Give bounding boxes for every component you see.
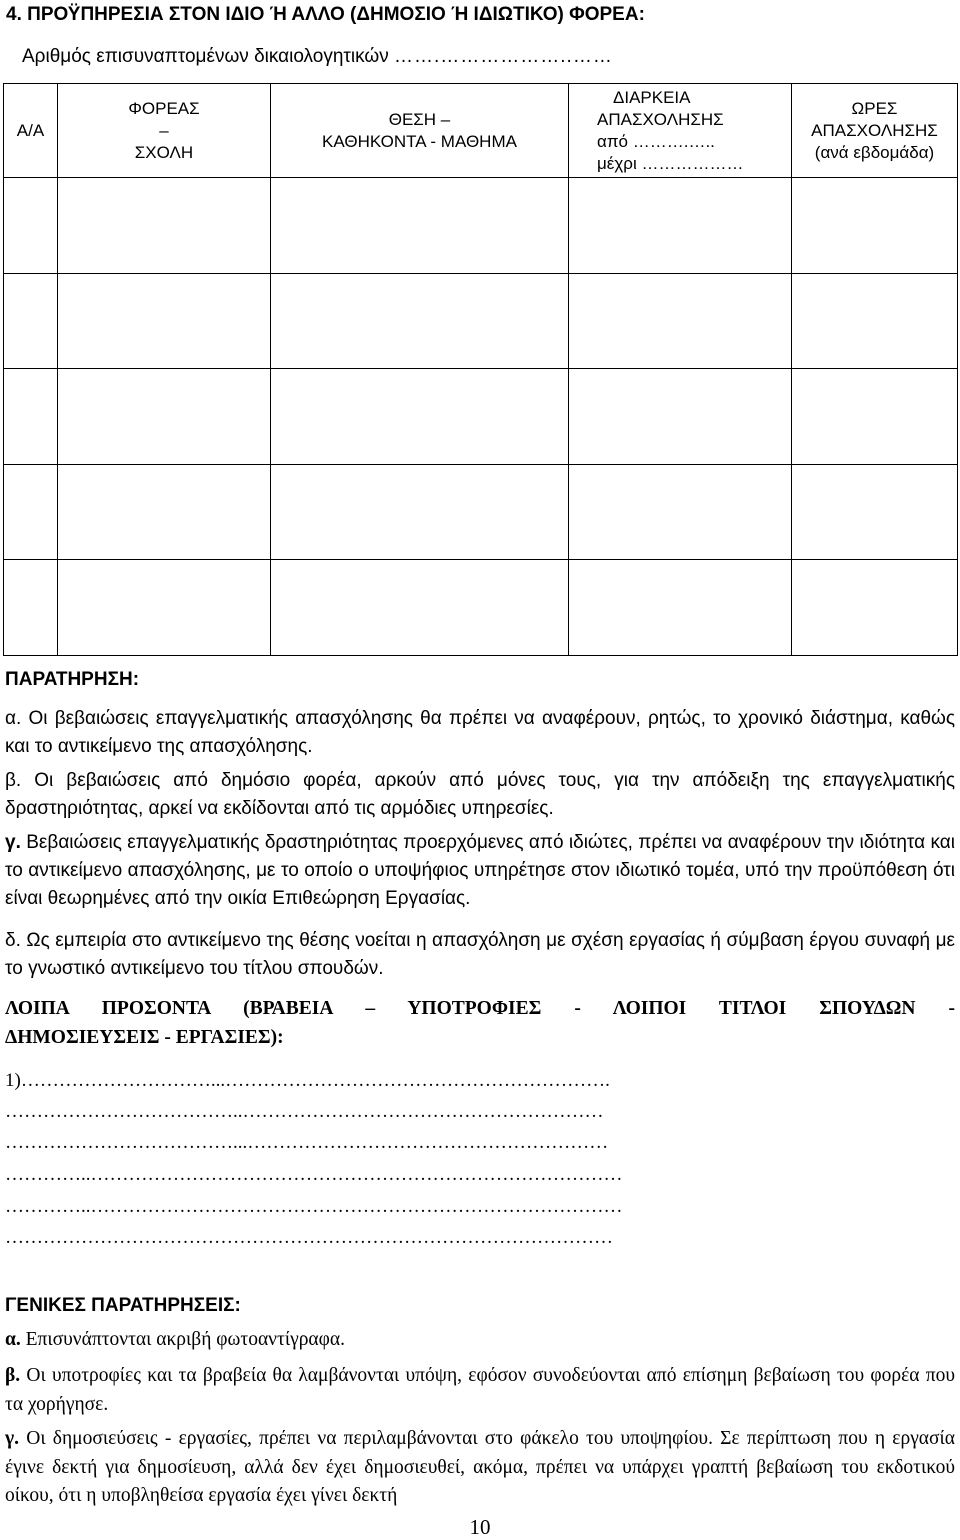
table-row: [4, 464, 958, 560]
header-position: ΘΕΣΗ – ΚΑΘΗΚΟΝΤΑ - ΜΑΘΗΜΑ: [271, 84, 569, 178]
attachments-field[interactable]: …….………………..……: [394, 46, 613, 67]
cell-aa[interactable]: [4, 369, 58, 465]
cell-position[interactable]: [271, 369, 569, 465]
table-header-row: [4, 84, 958, 178]
general-b-text: Οι υποτροφίες και τα βραβεία θα λαμβάνονται υπόψη, εφόσον συνοδεύονται από επίσημη βεβαίωση του φορέα που τα χορήγησε.: [5, 1365, 956, 1415]
header-aa: Α/Α: [4, 84, 58, 178]
header-duration: ΔΙΑΡΚΕΙΑ ΑΠΑΣΧΟΛΗΣΗΣ από ……….….. μέχρι ………………: [569, 84, 792, 178]
other-line-3[interactable]: ………………………………...…………………………………………………: [5, 1132, 609, 1153]
page-number: 10: [469, 1515, 491, 1539]
cell-position[interactable]: [271, 273, 569, 369]
remark-b-text: Οι βεβαιώσεις από δημόσιο φορέα, αρκούν από μόνες τους, για την απόδειξη της επαγγελματικής δραστηριότητας, αρκεί να εκδίδονται από τις αρμόδιες υπηρεσίες.: [5, 770, 956, 819]
cell-agency[interactable]: [58, 369, 271, 465]
cell-hours[interactable]: [792, 464, 958, 560]
cell-hours[interactable]: [792, 273, 958, 369]
cell-agency[interactable]: [58, 178, 271, 274]
general-c-label: γ.: [5, 1428, 19, 1449]
table-row: [4, 369, 958, 465]
general-a: [5, 1326, 955, 1355]
table-row: [4, 273, 958, 369]
remark-c: [5, 829, 955, 913]
general-b-label: β.: [5, 1365, 21, 1386]
other-line-6[interactable]: ……………………………………………………………………………………: [5, 1227, 613, 1248]
other-line-4[interactable]: …………..…………………………………………………………………………: [5, 1164, 623, 1185]
remark-b: [5, 767, 955, 823]
other-line-1[interactable]: 1)…………………………...…………………………………………………….: [5, 1070, 610, 1091]
attachments-label: Αριθμός επισυναπτομένων δικαιολογητικών: [22, 46, 389, 67]
remark-a-label: α.: [5, 708, 22, 729]
cell-duration[interactable]: [569, 178, 792, 274]
header-agency: ΦΟΡΕΑΣ – ΣΧΟΛΗ: [58, 84, 271, 178]
remark-d: [5, 927, 955, 983]
attachments-count-line: [22, 46, 613, 68]
experience-table: [3, 83, 958, 656]
remark-c-label: γ.: [5, 832, 21, 853]
general-c-text: Οι δημοσιεύσεις - εργασίες, πρέπει να περιλαμβάνονται στο φάκελο του υποψηφίου. Σε περίπτωση που η εργασία έγινε δεκτή για δημοσίευση, αλλά δεν έχει δημοσιευθεί, ακόμα, πρέπει να υπάρχει γραπτή βεβαίωση του εκδοτικού οίκου, ότι η υποβληθείσα εργασία έχει γίνει δεκτή: [5, 1428, 956, 1506]
general-c: [5, 1425, 955, 1511]
cell-position[interactable]: [271, 464, 569, 560]
general-a-text: Επισυνάπτονται ακριβή φωτοαντίγραφα.: [25, 1329, 345, 1350]
cell-agency[interactable]: [58, 273, 271, 369]
other-qualifications-title: [5, 994, 955, 1052]
cell-position[interactable]: [271, 178, 569, 274]
other-line-2[interactable]: ………………………………..…………………………………………………: [5, 1101, 604, 1122]
remark-title: ΠΑΡΑΤΗΡΗΣΗ:: [5, 669, 140, 690]
other-title-line1: ΛΟΙΠΑ ΠΡΟΣΟΝΤΑ (ΒΡΑΒΕΙΑ – ΥΠΟΤΡΟΦΙΕΣ - ΛΟΙΠΟΙ ΤΙΤΛΟΙ ΣΠΟΥΔΩΝ -: [5, 998, 955, 1019]
cell-hours[interactable]: [792, 560, 958, 656]
other-line-5[interactable]: …………..…………………………………………………………………………: [5, 1196, 623, 1217]
remark-c-text: Βεβαιώσεις επαγγελματικής δραστηριότητας προερχόμενες από ιδιώτες, πρέπει να αναφέρουν την ιδιότητα και το αντικείμενο απασχόλησης, με το οποίο ο υποψήφιος υπηρέτησε στον ιδιωτικό τομέα, υπό την προϋπόθεση ότι είναι θεωρημένες από την οικία Επιθεώρηση Εργασίας.: [5, 832, 955, 909]
cell-duration[interactable]: [569, 464, 792, 560]
remark-d-text: Ως εμπειρία στο αντικείμενο της θέσης νοείται η απασχόληση με σχέση εργασίας ή σύμβαση έργου συναφή με το γνωστικό αντικείμενο του τίτλου σπουδών.: [5, 930, 956, 979]
cell-position[interactable]: [271, 560, 569, 656]
remark-a-text: Οι βεβαιώσεις επαγγελματικής απασχόλησης θα πρέπει να αναφέρουν, ρητώς, το χρονικό διάστημα, καθώς και το αντικείμενο της απασχόλησης.: [5, 708, 956, 757]
cell-aa[interactable]: [4, 178, 58, 274]
remark-b-label: β.: [5, 770, 22, 791]
general-b: [5, 1362, 955, 1419]
remark-d-label: δ.: [5, 930, 21, 951]
general-a-label: α.: [5, 1329, 21, 1350]
remark-a: [5, 705, 955, 761]
cell-aa[interactable]: [4, 464, 58, 560]
section-heading: 4. ΠΡΟΫΠΗΡΕΣΙΑ ΣΤΟΝ ΙΔΙΟ Ή ΑΛΛΟ (ΔΗΜΟΣΙΟ Ή ΙΔΙΩΤΙΚΟ) ΦΟΡΕΑ:: [6, 4, 645, 25]
cell-duration[interactable]: [569, 273, 792, 369]
cell-duration[interactable]: [569, 369, 792, 465]
other-title-line2: ΔΗΜΟΣΙΕΥΣΕΙΣ - ΕΡΓΑΣΙΕΣ):: [5, 1027, 284, 1048]
cell-hours[interactable]: [792, 369, 958, 465]
cell-agency[interactable]: [58, 464, 271, 560]
cell-aa[interactable]: [4, 560, 58, 656]
cell-duration[interactable]: [569, 560, 792, 656]
general-remarks-title: ΓΕΝΙΚΕΣ ΠΑΡΑΤΗΡΗΣΕΙΣ:: [5, 1295, 241, 1316]
table-row: [4, 560, 958, 656]
cell-aa[interactable]: [4, 273, 58, 369]
cell-hours[interactable]: [792, 178, 958, 274]
cell-agency[interactable]: [58, 560, 271, 656]
table-row: [4, 178, 958, 274]
header-hours: ΩΡΕΣ ΑΠΑΣΧΟΛΗΣΗΣ (ανά εβδομάδα): [792, 84, 958, 178]
